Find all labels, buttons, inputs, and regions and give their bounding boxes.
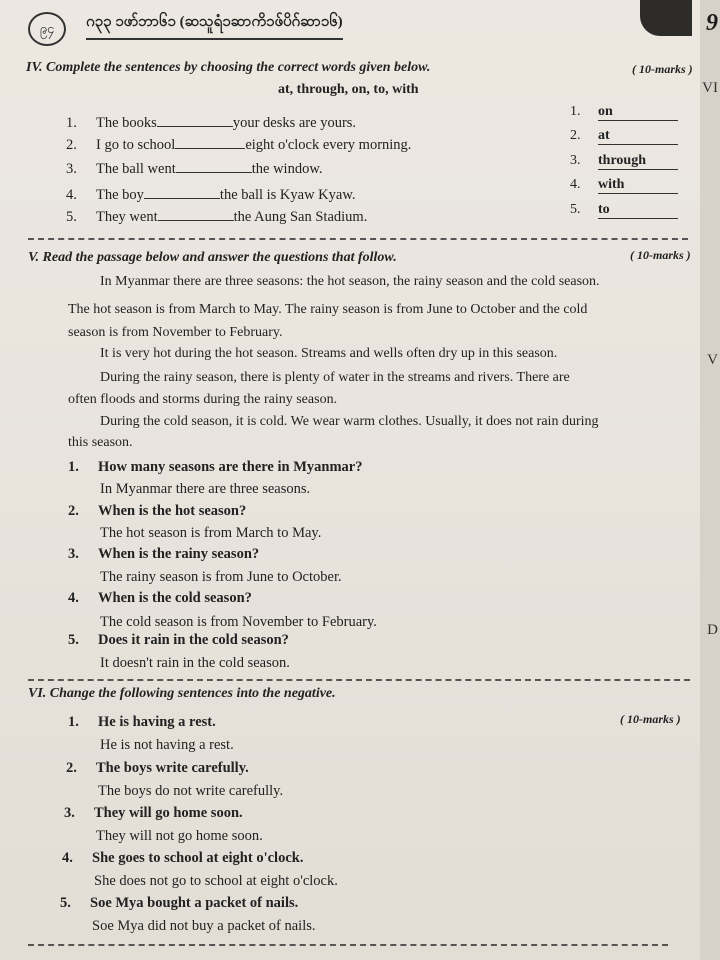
question-text: She goes to school at eight o'clock.	[92, 850, 304, 866]
answer-text: She does not go to school at eight o'clock.	[94, 873, 338, 889]
edge-letter: D	[707, 622, 718, 638]
fill-item-4	[66, 186, 356, 204]
passage-line: During the rainy season, there is plenty of water in the streams and rivers. There are	[100, 370, 570, 385]
answer-text: They will not go home soon.	[96, 828, 263, 844]
question-2	[66, 760, 249, 777]
question-text: When is the cold season?	[98, 590, 252, 606]
fill-item-2	[66, 136, 411, 154]
item-start: I go to school	[96, 137, 176, 153]
item-start: The boy	[96, 187, 144, 203]
answer-word: at	[598, 128, 678, 145]
section-divider	[28, 238, 688, 240]
item-number: 3.	[66, 161, 77, 177]
answer-number: 2.	[570, 128, 581, 143]
answer-blank	[175, 136, 245, 149]
answer-word: on	[598, 104, 678, 121]
answer-blank	[176, 160, 252, 173]
answer-word: to	[598, 202, 678, 219]
question-number: 1.	[68, 714, 79, 730]
passage-line: season is from November to February.	[68, 325, 283, 340]
passage-line: The hot season is from March to May. The rainy season is from June to October and the cold	[68, 302, 588, 317]
passage-line: It is very hot during the hot season. Streams and wells often dry up in this season.	[100, 346, 558, 361]
item-start: The ball went	[96, 161, 176, 177]
page-header	[0, 0, 700, 50]
item-number: 4.	[66, 187, 77, 203]
answer-text: It doesn't rain in the cold season.	[100, 655, 290, 671]
page-number: ၉၄	[28, 12, 66, 46]
answer-4	[570, 177, 678, 194]
answer-5	[570, 202, 678, 219]
item-start: They went	[96, 209, 158, 225]
passage-line: often floods and storms during the rainy season.	[68, 392, 338, 407]
fill-item-5	[66, 208, 367, 226]
question-text: They will go home soon.	[94, 805, 243, 821]
passage-line: In Myanmar there are three seasons: the hot season, the rainy season and the cold season.	[100, 274, 600, 289]
answer-blank	[158, 208, 234, 221]
section-divider	[28, 944, 668, 946]
question-3	[64, 805, 243, 822]
item-number: 1.	[66, 115, 77, 131]
question-number: 1.	[68, 459, 79, 475]
question-5	[60, 895, 298, 912]
question-4	[62, 850, 303, 867]
section-4-title: IV. Complete the sentences by choosing the correct words given below.	[26, 60, 431, 75]
question-number: 2.	[66, 760, 77, 776]
item-end: eight o'clock every morning.	[245, 137, 412, 153]
page-header-title: ဂ၃၃ ၁ဖာ်ဘာ၆၁ (ဆသူရံ၁ဆာကိ၁ဖ်ပိဂ်ဆာ၁၆)	[86, 12, 343, 40]
word-bank: at, through, on, to, with	[278, 82, 419, 97]
question-text: When is the hot season?	[98, 503, 247, 519]
answer-number: 4.	[570, 177, 581, 192]
answer-text: Soe Mya did not buy a packet of nails.	[92, 918, 316, 934]
section-divider	[28, 679, 690, 681]
passage-line: this season.	[68, 435, 133, 450]
answer-text: The rainy season is from June to October.	[100, 569, 342, 585]
corner-glyph: 9	[706, 10, 718, 36]
item-number: 5.	[66, 209, 77, 225]
question-number: 4.	[68, 590, 79, 606]
question-5	[68, 632, 289, 649]
item-end: the ball is Kyaw Kyaw.	[219, 187, 356, 203]
answer-number: 5.	[570, 202, 581, 217]
section-5-marks: ( 10-marks )	[630, 248, 691, 262]
answer-1	[570, 104, 678, 121]
answer-blank	[144, 186, 220, 199]
answer-text: He is not having a rest.	[100, 737, 234, 753]
section-5-title: V. Read the passage below and answer the questions that follow.	[28, 250, 397, 265]
passage-line: During the cold season, it is cold. We wear warm clothes. Usually, it does not rain during	[100, 414, 599, 429]
question-text: The boys write carefully.	[96, 760, 249, 776]
question-text: When is the rainy season?	[98, 546, 260, 562]
question-text: Does it rain in the cold season?	[98, 632, 289, 648]
question-4	[68, 590, 252, 607]
answer-3	[570, 153, 678, 170]
item-number: 2.	[66, 137, 77, 153]
corner-ink-mark	[640, 0, 692, 36]
question-number: 5.	[68, 632, 79, 648]
answer-blank	[157, 114, 233, 127]
fill-item-1	[66, 114, 356, 132]
question-text: He is having a rest.	[98, 714, 216, 730]
section-6-marks: ( 10-marks )	[620, 712, 681, 726]
question-number: 5.	[60, 895, 71, 911]
section-4-marks: ( 10-marks )	[632, 62, 693, 76]
question-number: 2.	[68, 503, 79, 519]
question-1	[68, 459, 362, 476]
question-number: 3.	[64, 805, 75, 821]
question-text: How many seasons are there in Myanmar?	[98, 459, 363, 475]
item-start: The books	[96, 115, 157, 131]
fill-item-3	[66, 160, 322, 178]
answer-word: with	[598, 177, 678, 194]
question-1	[68, 714, 216, 731]
question-number: 4.	[62, 850, 73, 866]
question-2	[68, 503, 246, 520]
answer-text: The boys do not write carefully.	[98, 783, 284, 799]
question-number: 3.	[68, 546, 79, 562]
answer-text: The cold season is from November to February.	[100, 614, 377, 630]
question-text: Soe Mya bought a packet of nails.	[90, 895, 299, 911]
item-end: your desks are yours.	[232, 115, 357, 131]
answer-2	[570, 128, 678, 145]
item-end: the Aung San Stadium.	[233, 209, 368, 225]
answer-number: 3.	[570, 153, 581, 168]
edge-letter: V	[707, 352, 718, 368]
edge-letter: VI	[702, 80, 718, 96]
answer-text: In Myanmar there are three seasons.	[100, 481, 311, 497]
item-end: the window.	[251, 161, 323, 177]
question-3	[68, 546, 259, 563]
answer-word: through	[598, 153, 678, 170]
answer-text: The hot season is from March to May.	[100, 525, 322, 541]
adjacent-page-edge	[700, 0, 720, 960]
section-6-title: VI. Change the following sentences into the negative.	[28, 686, 336, 701]
answer-number: 1.	[570, 104, 581, 119]
